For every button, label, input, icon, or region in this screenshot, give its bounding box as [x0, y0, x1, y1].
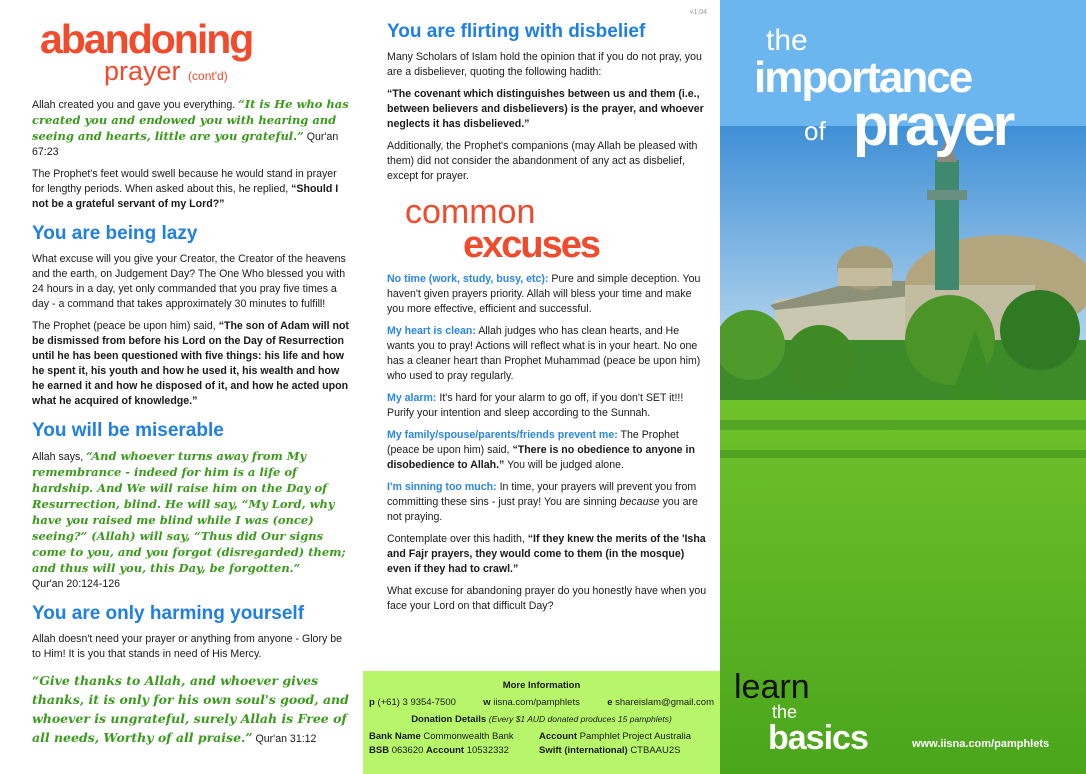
- text: you are not praying.: [387, 496, 698, 523]
- left-column: [32, 16, 352, 755]
- cover-learn: learn: [734, 668, 810, 706]
- bsb-value: 063620: [391, 745, 424, 756]
- title-prayer: [104, 58, 352, 89]
- text: because: [619, 496, 660, 508]
- excuse-item: [387, 391, 707, 421]
- web-value[interactable]: iisna.com/pamphlets: [493, 697, 580, 708]
- text: Contemplate over this hadith,: [387, 533, 528, 545]
- excuse-label: My alarm:: [387, 392, 437, 404]
- title-common: common: [405, 193, 536, 231]
- quran-ref: Qur'an 67:23: [32, 131, 339, 158]
- excuse-item: [387, 324, 707, 384]
- title-prayer-word: prayer: [104, 56, 181, 86]
- text: Allah created you and gave you everything.: [32, 99, 239, 111]
- text: Allah says,: [32, 451, 87, 463]
- paragraph: [32, 672, 352, 748]
- website[interactable]: [483, 694, 580, 711]
- contact-footer: [363, 671, 720, 774]
- heading-miserable: You will be miserable: [32, 420, 224, 441]
- bsb-label: BSB: [369, 745, 390, 756]
- bank-label: Bank Name: [369, 731, 421, 742]
- account-name-value: Pamphlet Project Australia: [579, 731, 692, 742]
- account-label: Account: [426, 745, 465, 756]
- text: It's hard for your alarm to go off, if you don't SET it!!! Purify your intention and sleep according to the Sunnah.: [387, 392, 684, 419]
- text: You will be judged alone.: [504, 459, 624, 471]
- excuse-item: [387, 428, 707, 473]
- hadith-quote: “Should I not be a grateful servant of my Lord?”: [32, 183, 339, 210]
- text: The Prophet (peace be upon him) said,: [32, 320, 219, 332]
- excuse-label: My heart is clean:: [387, 325, 476, 337]
- cover-the: the: [766, 24, 808, 57]
- version-label: v1.04: [689, 9, 707, 16]
- heading-harming: You are only harming yourself: [32, 603, 305, 624]
- email[interactable]: [607, 694, 714, 711]
- middle-column: [387, 8, 707, 621]
- text: The Prophet (peace be upon him) said,: [387, 429, 679, 456]
- heading-lazy: You are being lazy: [32, 223, 198, 244]
- title-abandoning: abandoning: [40, 16, 253, 62]
- bank-value: Commonwealth Bank: [423, 731, 514, 742]
- excuse-item: [387, 272, 707, 317]
- contact-row: [369, 694, 714, 711]
- swift-value: CTBAAU2S: [630, 745, 681, 756]
- text: Pure and simple deception. You haven't given prayers priority. Allah will bless your time and make you more effective, efficient and successful.: [387, 273, 701, 315]
- excuse-label: My family/spouse/parents/friends prevent me:: [387, 429, 618, 441]
- phone-label: p: [369, 697, 375, 708]
- donation-note: (Every $1 AUD donated produces 15 pamphlets): [488, 714, 672, 724]
- cover-url[interactable]: www.iisna.com/pamphlets: [912, 738, 1050, 750]
- cover-basics: basics: [768, 719, 868, 757]
- web-label: w: [483, 697, 491, 708]
- paragraph: [387, 532, 707, 577]
- quran-quote: “And whoever turns away from My remembrance - indeed for him is a life of hardship. And We will raise him on the Day of Resurrection, blind. He will say, “My Lord, why have you raised me blind while I was (once) seeing?” (Allah) will say, “Thus did Our signs come to you, and you forgot (disregarded) them; and thus will you, this Day, be forgotten.”: [32, 449, 346, 575]
- paragraph: What excuse will you give your Creator, the Creator of the heavens and the earth, on Judgement Day? The One Who blessed you with 24 hours in a day, yet only commanded that you pray five times a day - a command that takes approximately 30 minutes to fulfill!: [32, 253, 346, 310]
- phone-value: (+61) 3 9354-7500: [377, 697, 456, 708]
- paragraph: [32, 167, 352, 212]
- paragraph: [32, 319, 352, 409]
- quran-ref: Qur'an 31:12: [252, 733, 317, 745]
- more-info-heading: More Information: [502, 680, 581, 691]
- swift-label: Swift (international): [539, 745, 628, 756]
- paragraph: Allah doesn't need your prayer or anything from anyone - Glory be to Him! It is you that stands in need of His Mercy.: [32, 633, 343, 660]
- cover-of: of: [804, 116, 826, 146]
- paragraph: What excuse for abandoning prayer do you honestly have when you face your Lord on that difficult Day?: [387, 585, 707, 612]
- cover-panel: [720, 0, 1086, 774]
- quran-quote: “It is He who has created you and endowed you with hearing and seeing and hearts, little are you grateful.”: [32, 97, 349, 143]
- cover-prayer: prayer: [853, 93, 1013, 158]
- bank-details: [369, 730, 714, 758]
- hadith-quote: “There is no obedience to anyone in disobedience to Allah.”: [387, 444, 695, 471]
- phone: [369, 694, 456, 711]
- quran-quote: “Give thanks to Allah, and whoever gives thanks, it is only for his own soul's good, and whoever is ungrateful, surely Allah is Free of all needs, Worthy of all praise.”: [32, 673, 349, 745]
- excuse-label: No time (work, study, busy, etc):: [387, 273, 549, 285]
- heading-flirting: You are flirting with disbelief: [387, 21, 646, 42]
- text: Allah judges who has clean hearts, and He wants you to pray! Actions will reflect what is in your heart. No one has a cleaner heart than Prophet Muhammad (peace be upon him) who used to pray regularly.: [387, 325, 701, 382]
- excuse-label: I'm sinning too much:: [387, 481, 497, 493]
- text: The Prophet's feet would swell because he would stand in prayer for lengthy periods. When asked about this, he replied,: [32, 168, 337, 195]
- paragraph: Additionally, the Prophet's companions (may Allah be pleased with them) did not consider the abandonment of any act as disbelief, except for prayer.: [387, 140, 698, 182]
- paragraph: Many Scholars of Islam hold the opinion that if you do not pray, you are a disbeliever, quoting the following hadith:: [387, 51, 702, 78]
- account-value: 10532332: [466, 745, 509, 756]
- cover-importance: importance: [754, 53, 972, 102]
- contd-label: (cont'd): [188, 69, 228, 83]
- account-name-label: Account: [539, 731, 577, 742]
- email-label: e: [607, 697, 613, 708]
- excuse-item: [387, 480, 707, 525]
- paragraph: [32, 97, 352, 160]
- hadith-quote: “The son of Adam will not be dismissed from before his Lord on the Day of Resurrection until he has been questioned with five things: his life and how he spent it, his youth and how he used it, his wealth and how he earned it and how he disposed of it, and how he acted upon what he acquired of knowledge.”: [32, 320, 349, 407]
- hadith-quote: “If they knew the merits of the 'Isha and Fajr prayers, they would come to them (in the mosque) even if they had to crawl.”: [387, 533, 706, 575]
- hadith-quote: “The covenant which distinguishes between us and them (i.e., between believers and disbelievers) is the prayer, and whoever neglects it has disbelieved.”: [387, 88, 704, 130]
- title-excuses: excuses: [463, 224, 600, 266]
- email-value[interactable]: shareislam@gmail.com: [615, 697, 714, 708]
- quran-ref: Qur'an 20:124-126: [32, 578, 121, 590]
- donation-label: Donation Details: [411, 714, 487, 725]
- text: In time, your prayers will prevent you from committing these sins - just pray! You are sinning: [387, 481, 697, 508]
- cover-the-small: the: [772, 702, 798, 722]
- donation-row: [369, 711, 714, 728]
- paragraph: [32, 449, 352, 592]
